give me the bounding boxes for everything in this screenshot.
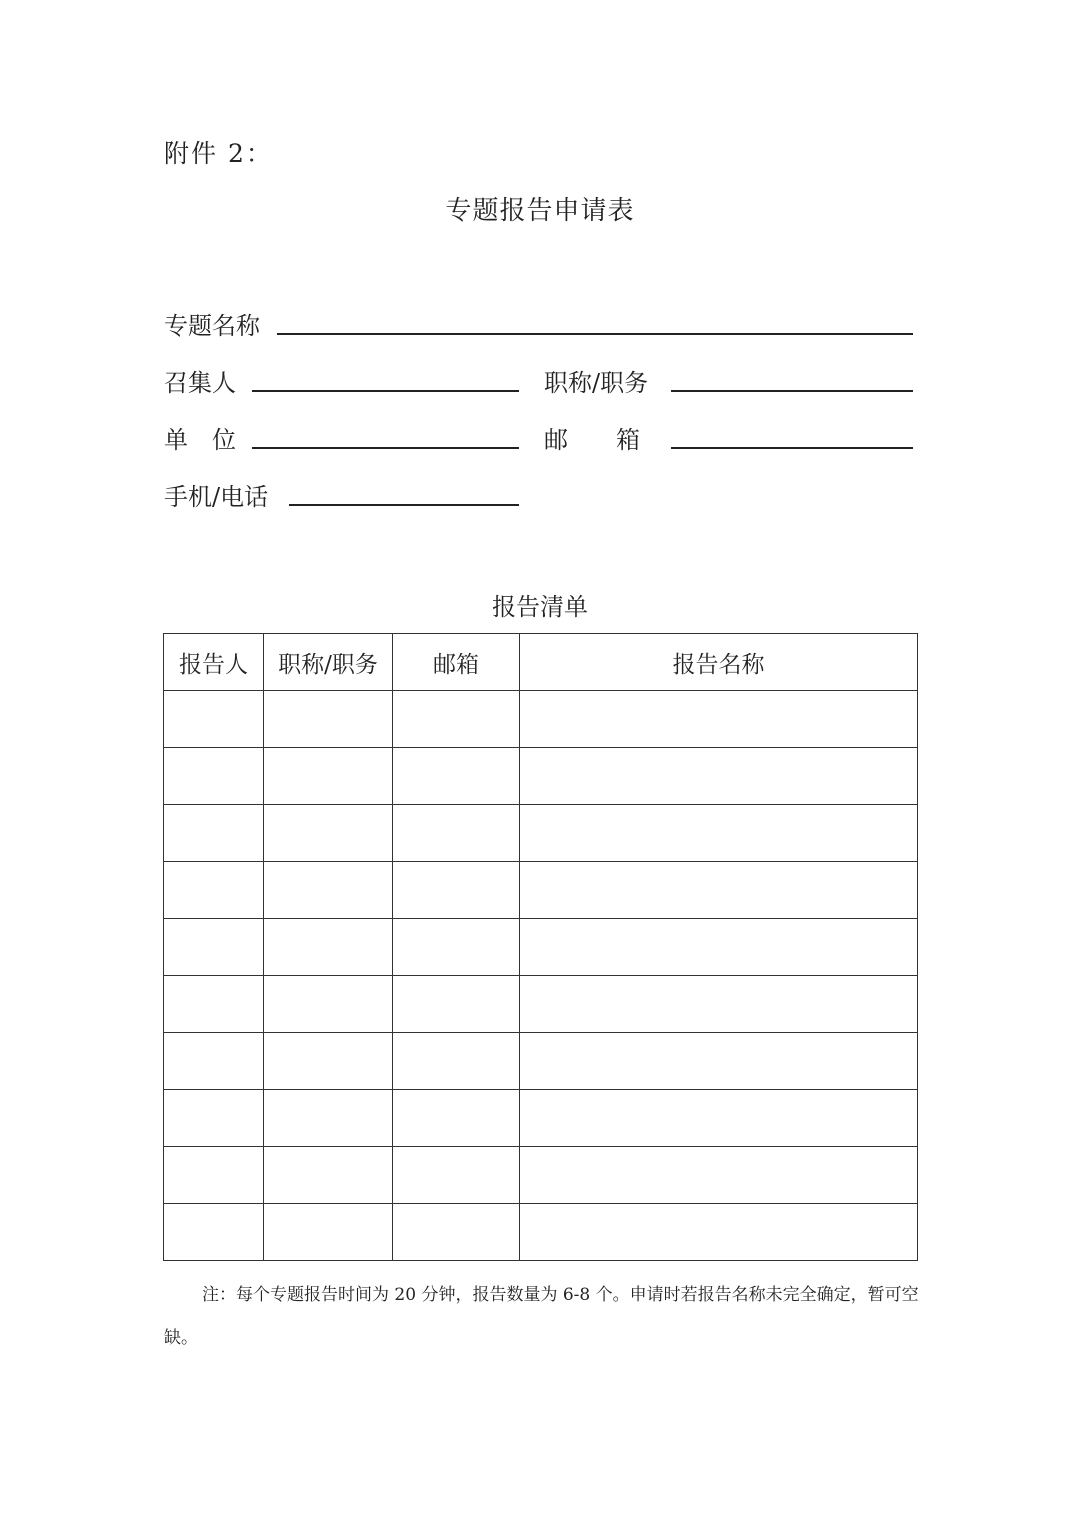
- table-row: [164, 1147, 918, 1204]
- table-cell[interactable]: [164, 748, 264, 805]
- title-position-label: 职称/职务: [544, 369, 649, 397]
- table-cell[interactable]: [164, 1090, 264, 1147]
- table-cell[interactable]: [520, 748, 918, 805]
- table-row: [164, 1090, 918, 1147]
- note-text: 注：每个专题报告时间为 20 分钟，报告数量为 6-8 个。申请时若报告名称未完全确定，暂可空缺。: [164, 1285, 919, 1348]
- table-row: [164, 691, 918, 748]
- table-cell[interactable]: [520, 1204, 918, 1261]
- table-cell[interactable]: [393, 919, 520, 976]
- table-cell[interactable]: [264, 1090, 393, 1147]
- convener-label: 召集人: [164, 369, 236, 397]
- table-cell[interactable]: [393, 862, 520, 919]
- unit-label: 单 位: [164, 426, 236, 454]
- report-list-table: [163, 633, 918, 1261]
- table-cell[interactable]: [393, 805, 520, 862]
- topic-name-label: 专题名称: [164, 312, 260, 340]
- table-cell[interactable]: [393, 691, 520, 748]
- convener-field[interactable]: [252, 390, 519, 392]
- table-cell[interactable]: [520, 1033, 918, 1090]
- email-field[interactable]: [671, 447, 913, 449]
- header-title-position: 职称/职务: [264, 634, 393, 691]
- table-header-row: [164, 634, 918, 691]
- table-cell[interactable]: [393, 1147, 520, 1204]
- header-reporter: 报告人: [164, 634, 264, 691]
- table-cell[interactable]: [264, 919, 393, 976]
- page-title: 专题报告申请表: [445, 196, 635, 226]
- table-cell[interactable]: [164, 919, 264, 976]
- phone-label: 手机/电话: [164, 483, 269, 511]
- table-row: [164, 1033, 918, 1090]
- topic-name-field[interactable]: [277, 333, 913, 335]
- table-row: [164, 1204, 918, 1261]
- table-cell[interactable]: [520, 1090, 918, 1147]
- attachment-label: 附件 2：: [164, 139, 273, 168]
- table-row: [164, 805, 918, 862]
- table-cell[interactable]: [164, 1147, 264, 1204]
- table-cell[interactable]: [393, 1033, 520, 1090]
- email-label: 邮 箱: [544, 426, 640, 454]
- report-list-title: 报告清单: [492, 593, 588, 621]
- table-cell[interactable]: [393, 1090, 520, 1147]
- table-body: [164, 691, 918, 1261]
- table-cell[interactable]: [164, 691, 264, 748]
- table-cell[interactable]: [164, 1033, 264, 1090]
- table-cell[interactable]: [520, 1147, 918, 1204]
- table-cell[interactable]: [393, 1204, 520, 1261]
- table-cell[interactable]: [520, 976, 918, 1033]
- table-cell[interactable]: [264, 1033, 393, 1090]
- table-cell[interactable]: [520, 919, 918, 976]
- table-row: [164, 748, 918, 805]
- table-cell[interactable]: [264, 1147, 393, 1204]
- table-cell[interactable]: [264, 748, 393, 805]
- table-cell[interactable]: [520, 862, 918, 919]
- header-report-name: 报告名称: [520, 634, 918, 691]
- table-cell[interactable]: [264, 691, 393, 748]
- phone-field[interactable]: [289, 504, 519, 506]
- table-row: [164, 976, 918, 1033]
- table-cell[interactable]: [393, 976, 520, 1033]
- table-cell[interactable]: [164, 1204, 264, 1261]
- table-cell[interactable]: [393, 748, 520, 805]
- table-cell[interactable]: [520, 805, 918, 862]
- table-cell[interactable]: [520, 691, 918, 748]
- table-row: [164, 919, 918, 976]
- table-cell[interactable]: [264, 862, 393, 919]
- header-email: 邮箱: [393, 634, 520, 691]
- table-cell[interactable]: [164, 805, 264, 862]
- table-cell[interactable]: [264, 805, 393, 862]
- title-position-field[interactable]: [671, 390, 913, 392]
- unit-field[interactable]: [252, 447, 519, 449]
- table-cell[interactable]: [164, 862, 264, 919]
- table-cell[interactable]: [264, 1204, 393, 1261]
- table-cell[interactable]: [264, 976, 393, 1033]
- table-row: [164, 862, 918, 919]
- table-cell[interactable]: [164, 976, 264, 1033]
